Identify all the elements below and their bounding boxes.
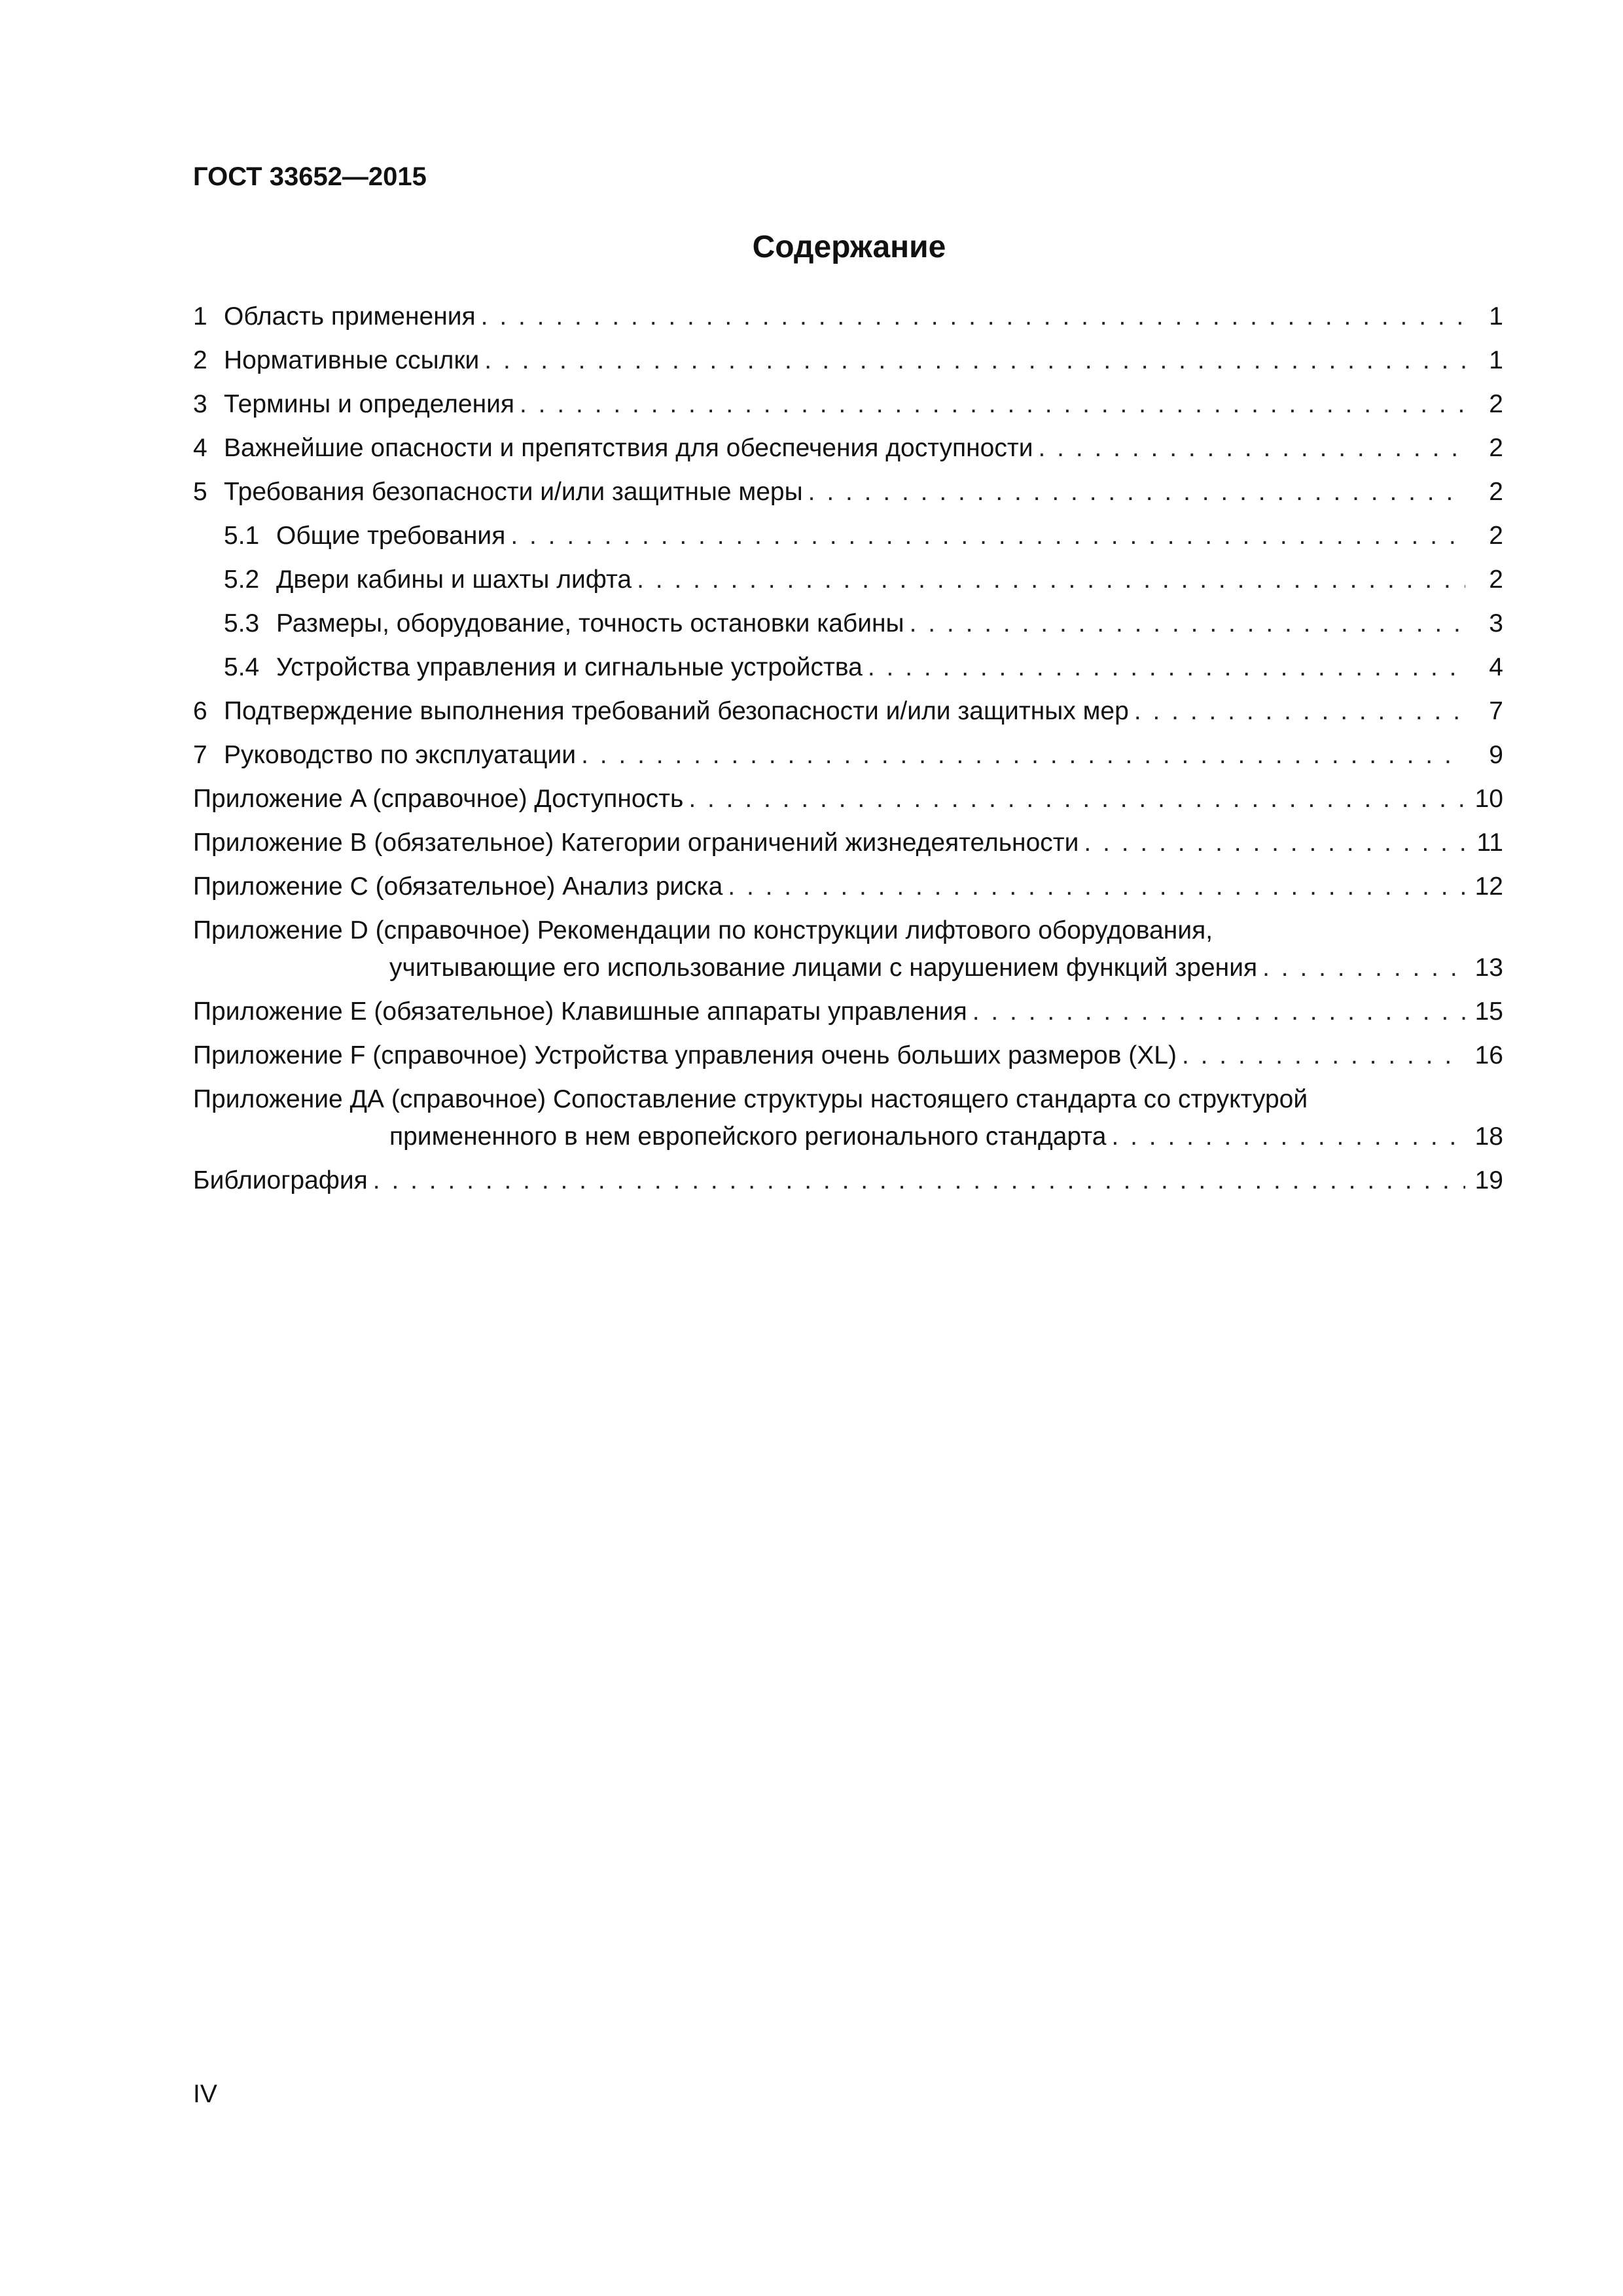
- toc-item-label: Приложение F (справочное) Устройства управления очень больших размеров (XL): [193, 1041, 1177, 1069]
- dot-leader: [910, 601, 1465, 645]
- toc-item-number: 7: [193, 741, 207, 769]
- toc-item-number: 5: [193, 478, 207, 506]
- toc-item-number: 2: [193, 346, 207, 374]
- toc-item-3[interactable]: [193, 382, 1503, 426]
- toc-item-number: 5.2: [224, 565, 260, 594]
- toc-item-appendix-da[interactable]: [193, 1077, 1503, 1158]
- toc-item-appendix-d[interactable]: [193, 908, 1503, 990]
- toc-item-page: 2: [1489, 478, 1503, 506]
- toc-item-label: Приложение E (обязательное) Клавишные аппараты управления: [193, 997, 967, 1026]
- toc-item-label: Термины и определения: [224, 390, 515, 418]
- toc-item-label: Приложение D (справочное) Рекомендации по конструкции лифтового оборудования,: [193, 916, 1213, 944]
- toc-item-5-3[interactable]: [193, 601, 1503, 645]
- toc-item-page: 1: [1489, 302, 1503, 331]
- dot-leader: [1039, 426, 1466, 470]
- toc-item-5-1[interactable]: [193, 514, 1503, 558]
- toc-item-label: Приложение ДА (справочное) Сопоставление структуры настоящего стандарта со структурой: [193, 1085, 1308, 1113]
- dot-leader: [520, 382, 1465, 426]
- toc-item-page: 4: [1489, 653, 1503, 681]
- toc-item-appendix-a[interactable]: [193, 777, 1503, 821]
- toc-item-page: 11: [1476, 829, 1503, 857]
- toc-item-label-continuation: учитывающие его использование лицами с нарушением функций зрения: [389, 954, 1258, 982]
- toc-item-page: 10: [1474, 785, 1503, 813]
- toc-item-label: Приложение C (обязательное) Анализ риска: [193, 872, 723, 901]
- toc-item-label: Размеры, оборудование, точность остановки кабины: [276, 609, 904, 637]
- toc-item-page: 7: [1489, 697, 1503, 725]
- dot-leader: [808, 470, 1465, 514]
- toc-item-5[interactable]: [193, 470, 1503, 514]
- dot-leader: [1111, 1115, 1465, 1158]
- dot-leader: [868, 645, 1465, 689]
- toc-item-page: 9: [1489, 741, 1503, 769]
- toc-item-label: Подтверждение выполнения требований безопасности и/или защитных мер: [224, 697, 1129, 725]
- toc-item-number: 5.1: [224, 522, 260, 550]
- toc-item-label: Важнейшие опасности и препятствия для обеспечения доступности: [224, 434, 1033, 462]
- toc-item-page: 15: [1474, 997, 1503, 1026]
- toc-item-page: 18: [1474, 1122, 1503, 1151]
- toc-item-label: Устройства управления и сигнальные устройства: [276, 653, 863, 681]
- toc-item-label: Область применения: [224, 302, 476, 331]
- toc-item-label: Двери кабины и шахты лифта: [276, 565, 632, 594]
- toc-item-page: 1: [1489, 346, 1503, 374]
- toc-item-2[interactable]: [193, 338, 1503, 382]
- toc-item-6[interactable]: [193, 689, 1503, 733]
- toc-item-page: 19: [1474, 1166, 1503, 1194]
- toc-item-page: 3: [1489, 609, 1503, 637]
- dot-leader: [1182, 1033, 1465, 1077]
- toc-item-label: Приложение A (справочное) Доступность: [193, 785, 684, 813]
- dot-leader: [481, 295, 1465, 338]
- toc-item-label: Нормативные ссылки: [224, 346, 480, 374]
- dot-leader: [637, 558, 1465, 601]
- toc-item-number: 6: [193, 697, 207, 725]
- dot-leader: [972, 990, 1465, 1033]
- toc-item-4[interactable]: [193, 426, 1503, 470]
- dot-leader: [688, 777, 1465, 821]
- dot-leader: [1262, 946, 1465, 990]
- toc-item-label: Руководство по эксплуатации: [224, 741, 577, 769]
- toc-item-label: Общие требования: [276, 522, 506, 550]
- dot-leader: [728, 865, 1465, 908]
- toc-item-number: 3: [193, 390, 207, 418]
- toc-item-page: 16: [1474, 1041, 1503, 1069]
- dot-leader: [1134, 689, 1465, 733]
- toc-item-5-4[interactable]: [193, 645, 1503, 689]
- toc-item-7[interactable]: [193, 733, 1503, 777]
- dot-leader: [581, 733, 1465, 777]
- toc-item-bibliography[interactable]: [193, 1158, 1503, 1202]
- page-number: IV: [193, 2080, 217, 2108]
- toc-item-label-continuation: примененного в нем европейского регионального стандарта: [389, 1122, 1107, 1151]
- toc-item-page: 2: [1489, 565, 1503, 594]
- toc-item-appendix-e[interactable]: [193, 990, 1503, 1033]
- toc-item-number: 1: [193, 302, 207, 331]
- toc-item-appendix-b[interactable]: [193, 821, 1503, 865]
- dot-leader: [373, 1158, 1465, 1202]
- toc-item-page: 13: [1474, 954, 1503, 982]
- toc-item-appendix-c[interactable]: [193, 865, 1503, 908]
- table-of-contents: [193, 295, 1503, 1202]
- toc-item-page: 2: [1489, 390, 1503, 418]
- toc-item-5-2[interactable]: [193, 558, 1503, 601]
- toc-item-page: 12: [1474, 872, 1503, 901]
- toc-item-page: 2: [1489, 434, 1503, 462]
- toc-item-number: 5.3: [224, 609, 260, 637]
- toc-item-page: 2: [1489, 522, 1503, 550]
- toc-item-label: Требования безопасности и/или защитные меры: [224, 478, 803, 506]
- toc-item-1[interactable]: [193, 295, 1503, 338]
- dot-leader: [484, 338, 1465, 382]
- toc-item-label: Приложение B (обязательное) Категории ограничений жизнедеятельности: [193, 829, 1079, 857]
- toc-item-number: 5.4: [224, 653, 260, 681]
- toc-item-number: 4: [193, 434, 207, 462]
- dot-leader: [510, 514, 1465, 558]
- toc-item-appendix-f[interactable]: [193, 1033, 1503, 1077]
- toc-item-label: Библиография: [193, 1166, 368, 1194]
- toc-title: Содержание: [752, 230, 946, 264]
- dot-leader: [1084, 821, 1465, 865]
- document-code: ГОСТ 33652—2015: [193, 162, 427, 191]
